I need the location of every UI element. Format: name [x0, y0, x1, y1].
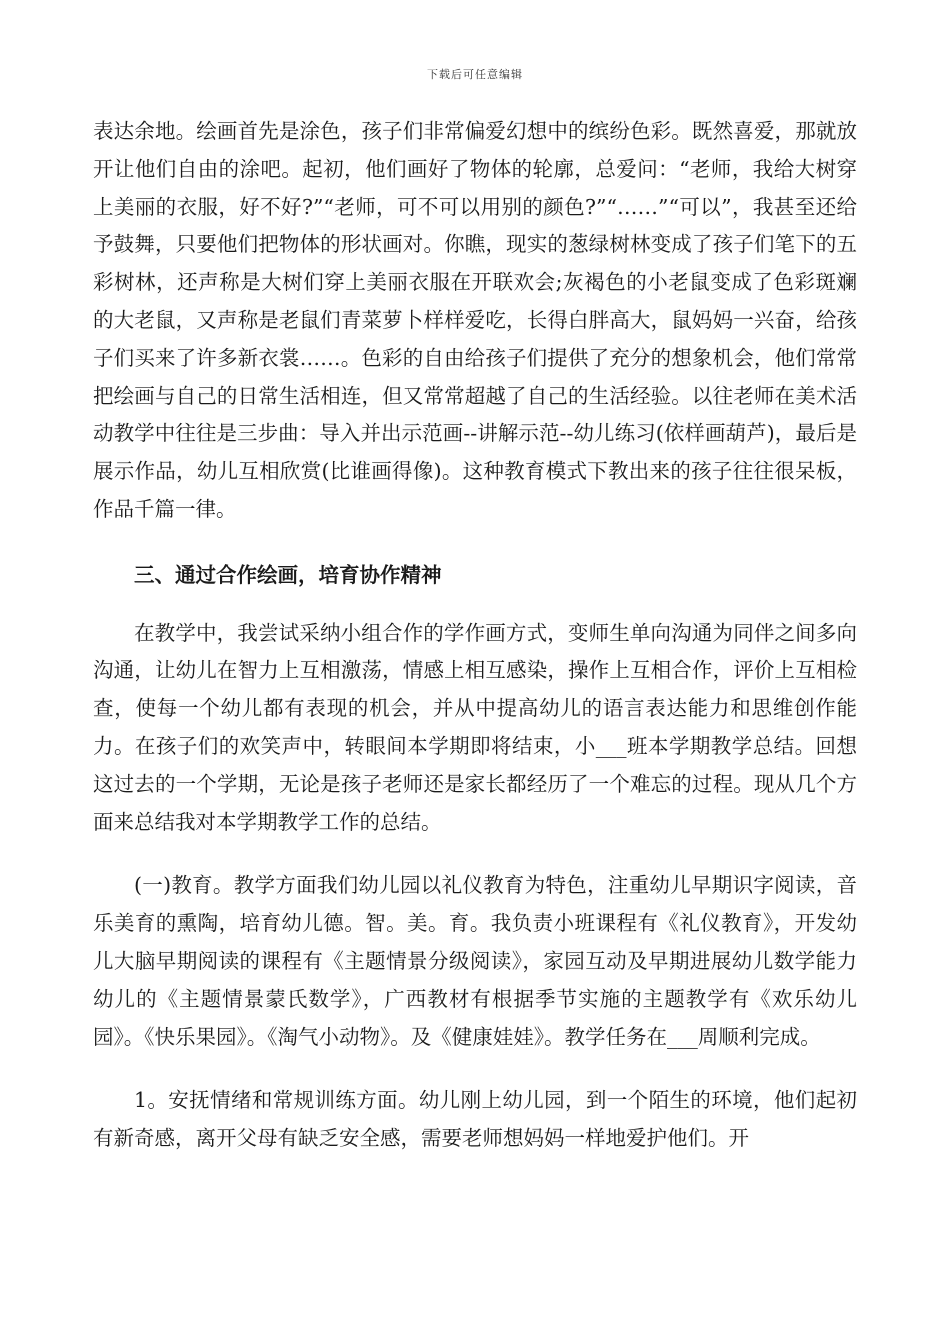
page-header: 下载后可任意编辑	[427, 68, 523, 81]
section-heading-cooperation: 三、通过合作绘画，培育协作精神	[134, 562, 442, 587]
paragraph-emotion-routine: 1。安抚情绪和常规训练方面。幼儿刚上幼儿园，到一个陌生的环境，他们起初有新奇感，离开父母有缺乏安全感，需要老师想妈妈一样地爱护他们。开	[93, 1088, 857, 1151]
paragraph-education: (一)教育。教学方面我们幼儿园以礼仪教育为特色，注重幼儿早期识字阅读，音乐美育的熏陶，培育幼儿德。智。美。育。我负责小班课程有《礼仪教育》，开发幼儿大脑早期阅读的课程有《主题情景分级阅读》，家园互动及早期进展幼儿数学能力幼儿的《主题情景蒙氏数学》，广西教材有根据季节实施的主题教学有《欢乐幼儿园》。《快乐果园》。《淘气小动物》。及《健康娃娃》。教学任务在___周顺利完成。	[93, 873, 857, 1049]
paragraph-group-cooperation: 在教学中，我尝试采纳小组合作的学作画方式，变师生单向沟通为同伴之间多向沟通，让幼儿在智力上互相激荡，情感上相互感染，操作上互相合作，评价上互相检查，使每一个幼儿都有表现的机会，并从中提高幼儿的语言表达能力和思维创作能力。在孩子们的欢笑声中，转眼间本学期即将结束，小___班本学期教学总结。回想这过去的一个学期，无论是孩子老师还是家长都经历了一个难忘的过程。现从几个方面来总结我对本学期教学工作的总结。	[93, 620, 857, 834]
paragraph-drawing-colors: 表达余地。绘画首先是涂色，孩子们非常偏爱幻想中的缤纷色彩。既然喜爱，那就放开让他们自由的涂吧。起初，他们画好了物体的轮廓，总爱问：“老师，我给大树穿上美丽的衣服，好不好?”“老师，可不可以用别的颜色?”“……”“可以”，我甚至还给予鼓舞，只要他们把物体的形状画对。你瞧，现实的葱绿树林变成了孩子们笔下的五彩树林，还声称是大树们穿上美丽衣服在开联欢会;灰褐色的小老鼠变成了色彩斑斓的大老鼠，又声称是老鼠们青菜萝卜样样爱吃，长得白胖高大，鼠妈妈一兴奋，给孩子们买来了许多新衣裳……。色彩的自由给孩子们提供了充分的想象机会，他们常常把绘画与自己的日常生活相连，但又常常超越了自己的生活经验。以往老师在美术活动教学中往往是三步曲：导入并出示范画--讲解示范--幼儿练习(依样画葫芦)，最后是展示作品，幼儿互相欣赏(比谁画得像)。这种教育模式下教出来的孩子往往很呆板，作品千篇一律。	[93, 119, 857, 521]
document-body	[93, 113, 857, 1158]
